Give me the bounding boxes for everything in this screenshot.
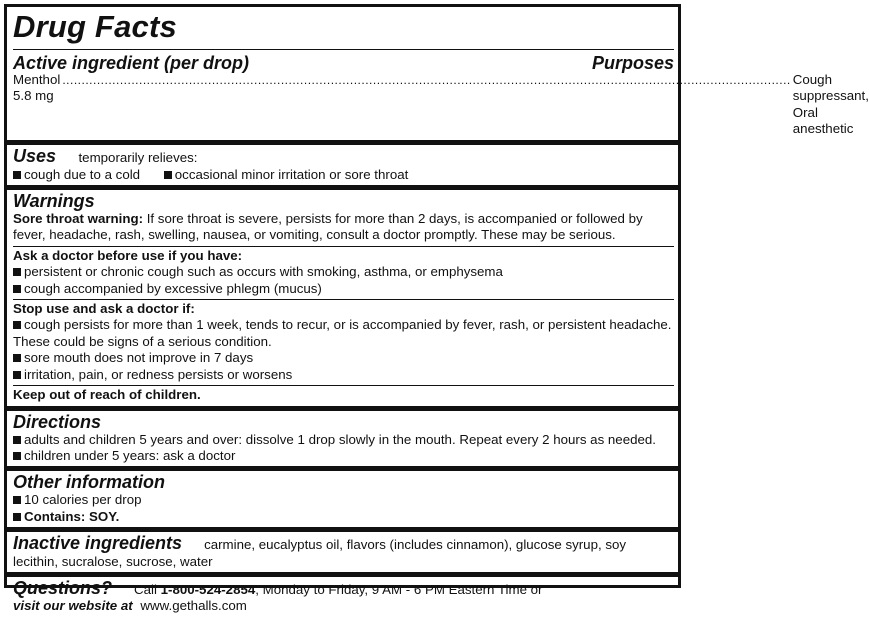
stop-use-label: Stop use and ask a doctor if: (13, 301, 195, 317)
drug-facts-title: Drug Facts (13, 9, 177, 44)
warnings-section (13, 190, 674, 246)
uses-item: occasional minor irritation or sore throat (174, 166, 409, 182)
uses-intro: temporarily relieves: (78, 149, 198, 165)
bullet-icon (13, 513, 21, 521)
bullet-icon (13, 285, 21, 293)
other-info-header: Other information (13, 472, 165, 493)
purposes-header: Purposes (591, 53, 674, 73)
ask-doctor-label: Ask a doctor before use if you have: (13, 247, 243, 263)
inactive-ingredients-section (13, 532, 674, 572)
bullet-icon (13, 436, 21, 444)
directions-item: children under 5 years: ask a doctor (24, 447, 236, 463)
bullet-icon (164, 171, 172, 179)
bullet-icon (13, 354, 21, 362)
bullet-icon (13, 496, 21, 504)
contains-label: Contains: (24, 508, 86, 524)
bullet-icon (13, 268, 21, 276)
call-hours: , Monday to Friday, 9 AM - 6 PM Eastern Time or (255, 582, 543, 598)
phone-number[interactable]: 1-800-524-2854 (160, 582, 256, 598)
uses-item: cough due to a cold (24, 166, 141, 182)
active-ingredient-section (13, 50, 869, 140)
bullet-icon (13, 171, 21, 179)
dot-leader: .............................................................................................................................................................................................. (62, 73, 791, 87)
sore-throat-text: If sore throat is severe, persists for more than 2 days, is accompanied or followed by fever, headache, rash, swelling, nausea, or vomiting, consult a doctor promptly. These may be serious. (13, 211, 643, 243)
sore-throat-label: Sore throat warning: (13, 211, 144, 227)
bullet-icon (13, 321, 21, 329)
directions-item: adults and children 5 years and over: dissolve 1 drop slowly in the mouth. Repeat every 2 hours as needed. (24, 431, 656, 447)
questions-header: Questions? (13, 578, 113, 599)
warnings-header: Warnings (13, 191, 95, 212)
bullet-icon (13, 371, 21, 379)
call-prefix: Call (134, 582, 161, 598)
visit-label: visit our website at (13, 598, 133, 614)
inactive-ingredients-text: carmine, eucalyptus oil, flavors (includes cinnamon), glucose syrup, soy lecithin, sucralose, sucrose, water (13, 537, 627, 570)
calories-info: 10 calories per drop (24, 492, 142, 508)
stop-use-section (13, 300, 674, 385)
drug-facts-panel (4, 4, 869, 614)
ingredient-purpose: Cough suppressant, Oral anesthetic (792, 72, 869, 137)
other-info-section (13, 471, 674, 527)
uses-header: Uses (13, 145, 57, 166)
directions-section (13, 411, 674, 467)
active-ingredient-header: Active ingredient (per drop) (13, 53, 250, 73)
keep-out-notice: Keep out of reach of children. (13, 387, 201, 403)
contains-value: SOY. (85, 508, 120, 524)
questions-section (13, 577, 674, 616)
directions-header: Directions (13, 411, 102, 432)
inactive-ingredients-header: Inactive ingredients (13, 533, 183, 554)
ask-doctor-section (13, 247, 674, 299)
website-link[interactable]: www.gethalls.com (140, 598, 247, 614)
ingredient-name: Menthol 5.8 mg (13, 72, 61, 104)
ask-doctor-item: persistent or chronic cough such as occurs with smoking, asthma, or emphysema (24, 264, 503, 280)
bullet-icon (13, 452, 21, 460)
stop-use-item: cough persists for more than 1 week, tends to recur, or is accompanied by fever, rash, or persistent headache. These could be signs of a serious condition. (13, 317, 672, 349)
stop-use-item: irritation, pain, or redness persists or worsens (24, 366, 293, 382)
stop-use-item: sore mouth does not improve in 7 days (24, 350, 254, 366)
uses-section (13, 145, 674, 185)
ask-doctor-item: cough accompanied by excessive phlegm (mucus) (24, 280, 322, 296)
